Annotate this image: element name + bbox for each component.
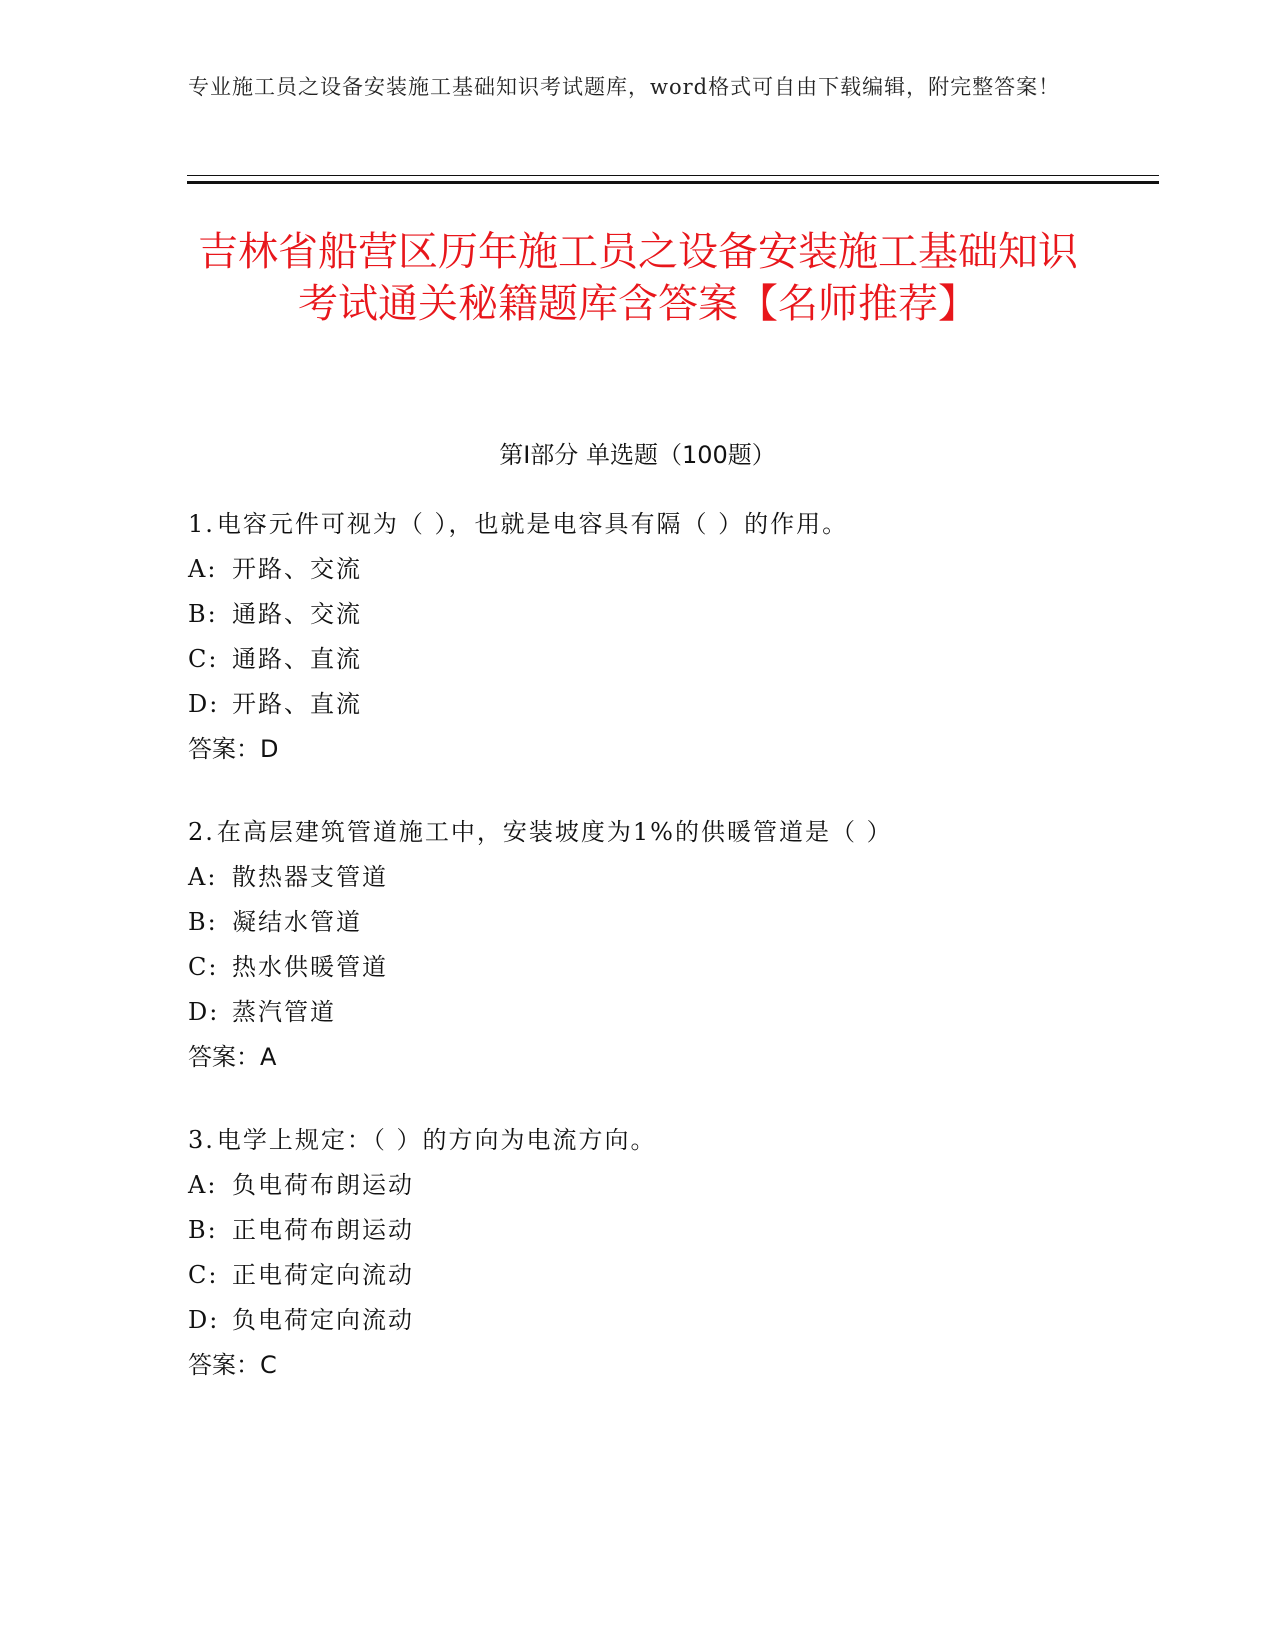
- option-letter: C:: [188, 953, 219, 981]
- option-a: [188, 1163, 1148, 1208]
- question-number: 2.: [188, 818, 215, 846]
- option-text: 负电荷定向流动: [232, 1306, 414, 1334]
- option-text: 开路、交流: [232, 555, 362, 583]
- section-heading: 第Ⅰ部分 单选题（100题）: [499, 441, 776, 469]
- option-text: 凝结水管道: [232, 908, 362, 936]
- option-c: [188, 945, 1148, 990]
- answer: 答案：C: [188, 1351, 277, 1379]
- option-text: 热水供暖管道: [232, 953, 388, 981]
- option-text: 通路、直流: [232, 645, 362, 673]
- option-text: 蒸汽管道: [232, 998, 336, 1026]
- question-stem: [188, 1118, 1148, 1163]
- option-letter: D:: [188, 690, 220, 718]
- question-text: 电学上规定：（ ）的方向为电流方向。: [216, 1126, 657, 1154]
- option-text: 负电荷布朗运动: [232, 1171, 414, 1199]
- question-text: 在高层建筑管道施工中，安装坡度为1%的供暖管道是（ ）: [216, 818, 893, 846]
- option-letter: A:: [188, 863, 218, 891]
- option-c: [188, 1253, 1148, 1298]
- document-title: 吉林省船营区历年施工员之设备安装施工基础知识考试通关秘籍题库含答案【名师推荐】: [198, 229, 1078, 327]
- option-text: 通路、交流: [232, 600, 362, 628]
- option-d: [188, 1298, 1148, 1343]
- question-number: 1.: [188, 510, 215, 538]
- header-rule-thin: [187, 175, 1159, 176]
- option-text: 散热器支管道: [232, 863, 388, 891]
- answer: 答案：A: [188, 1043, 277, 1071]
- question-3: [188, 1118, 1148, 1388]
- option-c: [188, 637, 1148, 682]
- option-b: [188, 1208, 1148, 1253]
- option-letter: A:: [188, 1171, 218, 1199]
- option-a: [188, 855, 1148, 900]
- option-a: [188, 547, 1148, 592]
- header-note: 专业施工员之设备安装施工基础知识考试题库，word格式可自由下载编辑，附完整答案！: [188, 75, 1061, 99]
- question-1: [188, 502, 1148, 772]
- header-rule-thick: [187, 181, 1159, 184]
- option-b: [188, 900, 1148, 945]
- option-d: [188, 682, 1148, 727]
- option-d: [188, 990, 1148, 1035]
- option-text: 正电荷定向流动: [232, 1261, 414, 1289]
- option-letter: C:: [188, 645, 219, 673]
- option-text: 开路、直流: [232, 690, 362, 718]
- option-letter: A:: [188, 555, 218, 583]
- option-letter: B:: [188, 1216, 218, 1244]
- answer: 答案：D: [188, 735, 279, 763]
- question-2: [188, 810, 1148, 1080]
- question-number: 3.: [188, 1126, 215, 1154]
- question-text: 电容元件可视为（ ），也就是电容具有隔（ ）的作用。: [216, 510, 849, 538]
- option-letter: C:: [188, 1261, 219, 1289]
- option-b: [188, 592, 1148, 637]
- option-letter: B:: [188, 600, 218, 628]
- option-letter: B:: [188, 908, 218, 936]
- question-stem: [188, 810, 1148, 855]
- option-letter: D:: [188, 998, 220, 1026]
- question-stem: [188, 502, 1148, 547]
- option-text: 正电荷布朗运动: [232, 1216, 414, 1244]
- option-letter: D:: [188, 1306, 220, 1334]
